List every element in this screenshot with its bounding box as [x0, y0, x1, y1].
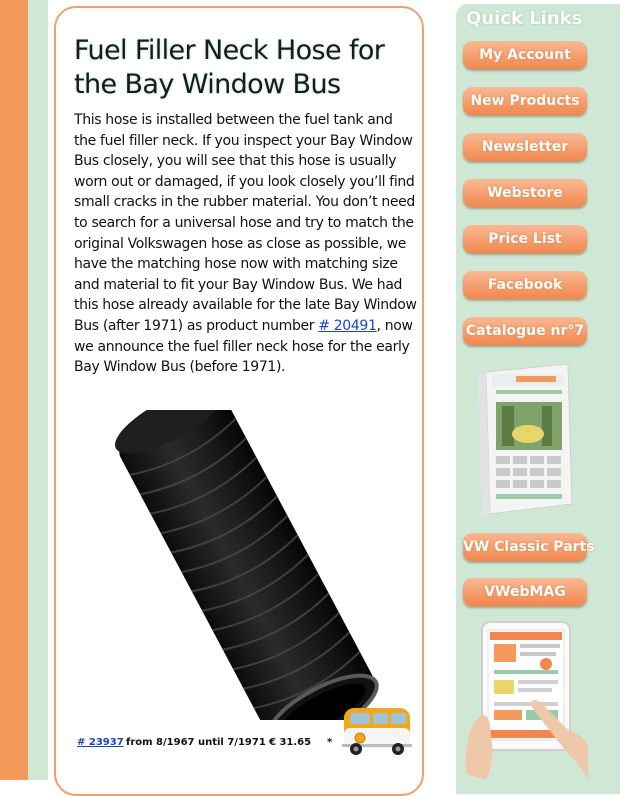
price-footnote-marker: * [327, 737, 333, 748]
catalogue-book-image[interactable] [472, 362, 584, 522]
my-account-button[interactable]: My Account [463, 41, 587, 69]
article-title: Fuel Filler Neck Hose for the Bay Window Bus [74, 35, 385, 100]
webstore-button[interactable]: Webstore [463, 179, 587, 207]
quick-links-title: Quick Links [466, 8, 583, 29]
newsletter-button[interactable]: Newsletter [463, 133, 587, 161]
vw-classic-parts-button[interactable]: VW Classic Parts [463, 533, 587, 561]
fuel-hose-image [78, 410, 418, 720]
price-list-button[interactable]: Price List [463, 225, 587, 253]
article-body [74, 110, 418, 378]
product-link-20491[interactable]: # 20491 [318, 317, 377, 334]
vwebmag-tablet-image[interactable] [464, 614, 590, 780]
vw-bus-image [338, 700, 418, 756]
catalogue-button[interactable]: Catalogue nr°7 [463, 317, 587, 345]
vwebmag-button[interactable]: VWebMAG [463, 578, 587, 606]
article-body-text: This hose is installed between the fuel tank and the fuel filler neck. If you inspect your Bay Window Bus closely, you will see that this hose is usually worn out or damaged, if you look closely you’ll find small cracks in the rubber material. You don’t need to search for a universal hose and try to match the original Volkswagen hose as close as possible, we have the matching hose now with matching size and material to fit your Bay Window Bus. We had this hose already available for the late Bay Window Bus (after 1971) as product number [74, 112, 417, 334]
product-price: € 31.65 [269, 737, 312, 748]
product-date-range: from 8/1967 until 7/1971 [126, 737, 266, 748]
new-products-button[interactable]: New Products [463, 87, 587, 115]
product-price-row [77, 737, 357, 751]
facebook-button[interactable]: Facebook [463, 271, 587, 299]
left-green-stripe [28, 0, 48, 780]
left-orange-stripe [0, 0, 28, 780]
article-body-text-end: , now we announce the fuel filler neck hose for the early Bay Window Bus (before 1971). [74, 317, 413, 376]
product-number-link[interactable]: # 23937 [77, 737, 124, 748]
